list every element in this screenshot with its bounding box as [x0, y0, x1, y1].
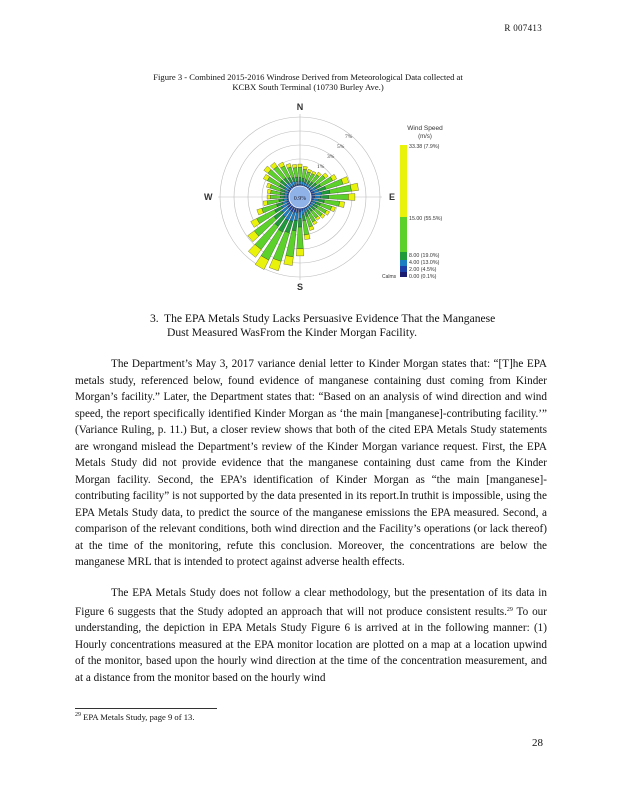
- windrose-petal-segment: [267, 195, 270, 199]
- windrose-petal-segment: [318, 199, 324, 203]
- legend-calms: Calms: [382, 274, 397, 280]
- windrose-petal-segment: [301, 182, 303, 185]
- windrose-petal-segment: [302, 210, 305, 215]
- footnote-text: EPA Metals Study, page 9 of 13.: [81, 712, 195, 722]
- windrose-petal-segment: [304, 234, 310, 240]
- legend-label-1: 15.00 (55.5%): [409, 216, 443, 222]
- paragraph-2-text-b: To our understanding, the depiction in EPA Metals Study Figure 6 is arrived at in the following manner: (1) Hourly concentrations measured at the EPA monitor location are plotted on a map at a location upwind of the monitor, based upon the hourly wind direction at the time of the concentration measurement, and at a distance from the monitor based on the hourly wind: [75, 605, 547, 684]
- windrose-petal-segment: [296, 249, 303, 256]
- bates-number: R 007413: [504, 23, 542, 33]
- section-heading: [150, 312, 550, 340]
- paragraph-2: [75, 585, 547, 686]
- footnote: [75, 712, 194, 722]
- legend-label-2: 8.00 (19.0%): [409, 253, 440, 259]
- windrose-petals: [248, 162, 359, 271]
- figure-caption-line2: KCBX South Terminal (10730 Burley Ave.): [232, 82, 384, 92]
- compass-north: N: [296, 102, 304, 112]
- paragraph-2-text-a: The EPA Metals Study does not follow a clear methodology, but the presentation of its data in Figure 6 suggests that the Study adopted an approach that will not produce consistent results.: [75, 587, 547, 618]
- windrose-petal-segment: [350, 183, 358, 191]
- windrose-petal-segment: [298, 167, 302, 177]
- windrose-chart: [196, 100, 466, 290]
- windrose-petal-segment: [311, 196, 315, 198]
- windrose-petal-segment: [299, 208, 301, 212]
- windrose-petal-segment: [329, 194, 349, 200]
- windrose-petal-segment: [292, 164, 297, 168]
- legend-swatch-4: [400, 266, 407, 272]
- windrose-petal-segment: [298, 164, 302, 167]
- legend-swatch-2: [400, 252, 407, 260]
- legend-swatch-1: [400, 217, 407, 252]
- windrose-petal-segment: [295, 177, 298, 181]
- paragraph-1-text: The Department’s May 3, 2017 variance denial letter to Kinder Morgan states that: “[T]he EPA metals study, referenced below, found evidence of manganese containing dust coming from Kinder Morgan’s facility.” Later, the Department states that: “Based on an analysis of wind direction and wind speed, the report specifically identified Kinder Morgan as ‘the main [manganese]-contributing facility.’” (Variance Ruling, p. 11.) But, a closer review shows that both of the cited EPA Metals Study statements are wrongand mislead the Department’s review of the Kinder Morgan variance request. First, the EPA Metals Study did not provide evidence that the manganese containing dust came from the Kinder Morgan facility. Second, the EPA’s identification of Kinder Morgan as “the main [manganese]-contributing facility” is not supported by the data presented in its report.In truthit is impossible, using the EPA Metals Study data, to predict the source of the manganese emissions the EPA measured. Second, a comparison of the relevant conditions, both wind direction and the Facility’s operations (or lack thereof) at the time of the monitoring, refute this conclusion. Moreover, the concentrations are below the manganese MRL that is intended to protect against adverse health effects.: [75, 358, 547, 568]
- windrose-petal-segment: [313, 199, 318, 202]
- footnote-divider: [75, 708, 217, 709]
- ring-label-5: 5%: [337, 144, 345, 150]
- legend-unit: (m/s): [418, 134, 432, 140]
- windrose-petal-segment: [270, 195, 280, 199]
- windrose-petal-segment: [302, 178, 305, 182]
- windrose-petal-segment: [283, 199, 287, 201]
- windrose-petal-segment: [267, 189, 271, 194]
- windrose-petal-segment: [299, 212, 302, 219]
- legend-swatch-3: [400, 260, 407, 266]
- footnote-number: 29: [75, 712, 81, 718]
- windrose-petal-segment: [280, 192, 284, 195]
- compass-west: W: [204, 192, 213, 202]
- windrose-petal-segment: [321, 190, 330, 195]
- windrose-petal-segment: [303, 166, 307, 170]
- paragraph-1: [75, 356, 547, 571]
- calm-label: 0.9%: [293, 196, 307, 202]
- windrose-petal-segment: [263, 201, 268, 206]
- page-number: 28: [532, 737, 543, 749]
- section-heading-line2: Dust Measured WasFrom the Kinder Morgan Facility.: [167, 326, 418, 339]
- figure-caption-line1: Figure 3 - Combined 2015-2016 Windrose Derived from Meteorological Data collected at: [153, 72, 463, 82]
- legend-label-5: 0.00 (0.1%): [409, 274, 437, 280]
- windrose-petal-segment: [348, 194, 355, 201]
- windrose-petal-segment: [296, 181, 298, 184]
- windrose-petal-segment: [280, 196, 284, 198]
- windrose-petal-segment: [298, 219, 302, 228]
- ring-label-3: 3%: [327, 154, 335, 160]
- legend-label-4: 2.00 (4.5%): [409, 267, 437, 273]
- windrose-petal-segment: [284, 196, 287, 198]
- footnote-reference[interactable]: 29: [506, 606, 513, 613]
- windrose-petal-segment: [284, 256, 294, 266]
- windrose-petal-segment: [339, 201, 345, 207]
- section-number: 3.: [150, 312, 159, 325]
- section-heading-line1: The EPA Metals Study Lacks Persuasive Evidence That the Manganese: [164, 312, 496, 325]
- legend-title: Wind Speed: [407, 125, 443, 132]
- windrose-petal-segment: [279, 199, 284, 202]
- windrose-petal-segment: [321, 195, 329, 199]
- windrose-petal-segment: [297, 227, 304, 249]
- legend-swatch-0: [400, 145, 407, 217]
- windrose-petal-segment: [315, 196, 321, 199]
- legend-label-0: 33.38 (7.9%): [409, 144, 440, 150]
- compass-east: E: [389, 192, 396, 202]
- windrose-petal-segment: [302, 215, 306, 221]
- ring-label-1: 1%: [317, 164, 325, 170]
- legend-label-3: 4.00 (13.0%): [409, 260, 440, 266]
- ring-label-7: 7%: [345, 134, 353, 140]
- windrose-petal-segment: [299, 177, 301, 181]
- legend-swatch-5: [400, 272, 407, 277]
- windrose-petal-segment: [284, 193, 287, 195]
- windrose-petal-segment: [299, 181, 301, 184]
- figure-caption: [98, 72, 518, 92]
- wind-speed-legend: [382, 125, 443, 280]
- compass-south: S: [296, 282, 304, 290]
